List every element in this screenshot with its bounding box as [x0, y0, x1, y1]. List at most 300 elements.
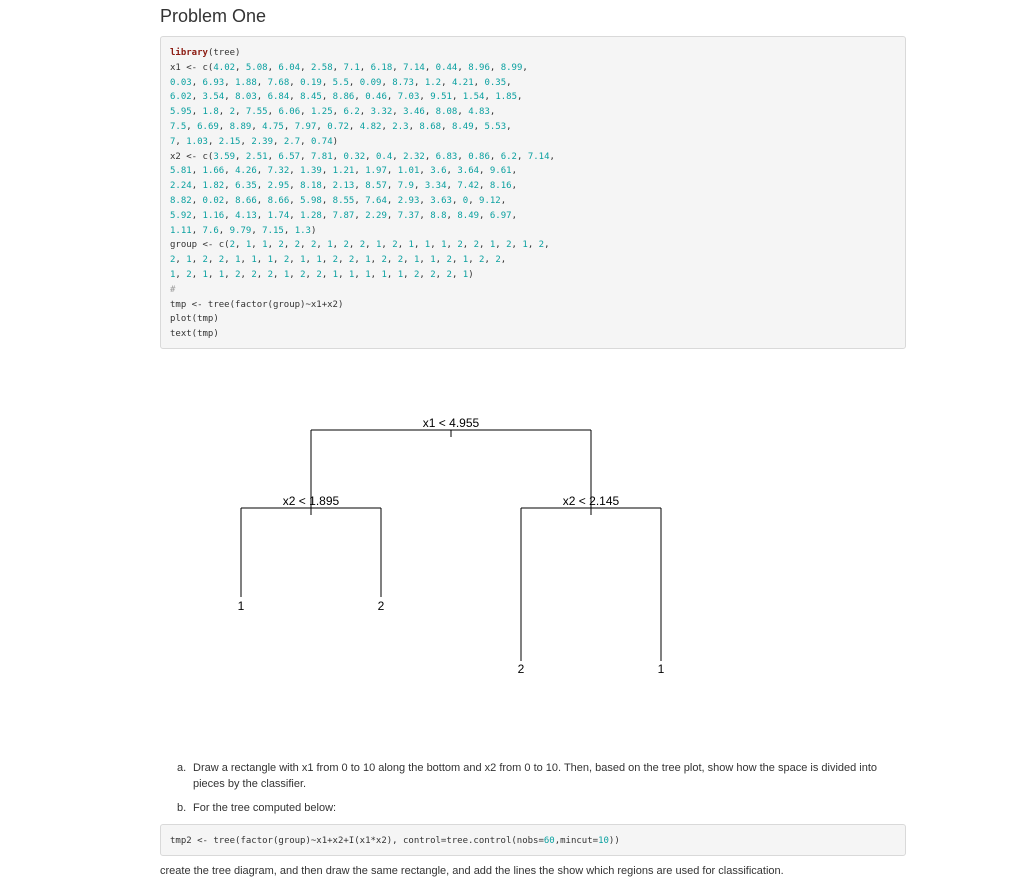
code-token: 1 — [489, 240, 496, 251]
code-token: , — [235, 62, 246, 73]
code-token: text(tmp) — [170, 329, 219, 340]
code-token: , — [386, 255, 398, 266]
code-token: 1.88 — [235, 77, 257, 88]
code-token: 1 — [424, 240, 431, 251]
code-token: 1 — [462, 269, 469, 280]
code-token: , — [338, 255, 349, 266]
code-token: , — [207, 255, 219, 266]
code-token: 2 — [186, 269, 192, 280]
code-token: , — [251, 240, 263, 251]
code-token: 3.54 — [202, 92, 225, 103]
code-token: 0.86 — [468, 151, 490, 162]
code-token: , — [224, 195, 236, 206]
code-token: 1 — [408, 240, 414, 251]
code-token: 2 — [397, 255, 404, 266]
code-token: 2.51 — [245, 151, 268, 162]
code-token: 1 — [251, 255, 257, 266]
code-token: # — [170, 284, 176, 295]
code-token: 2 — [332, 255, 339, 266]
code-token: , — [359, 107, 371, 118]
code-token: 1.01 — [397, 166, 420, 177]
code-token: , — [457, 62, 469, 73]
code-token: 0.46 — [365, 92, 387, 103]
code-token: 6.84 — [267, 92, 290, 103]
code-token: 2 — [457, 240, 463, 251]
code-token: 1.8 — [202, 107, 219, 118]
code-token: 1.25 — [310, 107, 333, 118]
code-token: 7.32 — [267, 166, 290, 177]
code-token: , — [441, 121, 452, 132]
question-a-marker: a. — [177, 762, 187, 774]
code-token: group <- c( — [170, 240, 230, 251]
code-token: , — [403, 255, 414, 266]
question-a-text: Draw a rectangle with x1 from 0 to 10 along the bottom and x2 from 0 to 10. Then, based on the tree plot, show how the space is divided into pieces by the classifier. — [193, 762, 878, 790]
code-token: 2 — [283, 255, 290, 266]
code-token: 6.69 — [197, 121, 219, 132]
code-token: 7.15 — [262, 225, 284, 236]
code-token: , — [500, 195, 507, 206]
code-token: , — [224, 269, 236, 280]
code-token: 7.42 — [457, 181, 480, 192]
code-token: , — [511, 181, 517, 192]
code-token: , — [289, 77, 301, 88]
code-token: 8.66 — [235, 195, 257, 206]
code-token: 6.2 — [343, 107, 360, 118]
code-token: , — [218, 225, 230, 236]
code-token: 2.3 — [392, 121, 409, 132]
question-b-marker: b. — [177, 802, 187, 814]
code-token: , — [511, 166, 517, 177]
code-token: , — [273, 136, 284, 147]
code-token: , — [354, 181, 366, 192]
code-token: , — [446, 181, 458, 192]
code-token: , — [451, 269, 463, 280]
code-token: 2 — [446, 255, 452, 266]
code-token: , — [267, 151, 279, 162]
code-token: 5.53 — [484, 121, 507, 132]
code-line — [170, 90, 896, 105]
code-token: 6.35 — [235, 181, 257, 192]
code-token: , — [511, 210, 517, 221]
code-token: , — [218, 121, 230, 132]
code-token: 6.93 — [202, 77, 225, 88]
code-token: 2 — [235, 269, 241, 280]
code-line — [170, 120, 896, 135]
code-token: library — [170, 48, 208, 58]
code-block-tmp2 — [160, 824, 906, 856]
code-token: 7 — [170, 136, 176, 147]
code-token: , — [386, 210, 398, 221]
code-token: 3.34 — [424, 181, 447, 192]
code-token: , — [348, 77, 360, 88]
code-token: 7.81 — [310, 151, 333, 162]
code-token: , — [457, 151, 469, 162]
code-token: , — [365, 151, 377, 162]
code-block-main — [160, 36, 906, 349]
tree-split-label: x2 < 2.145 — [562, 494, 620, 508]
code-token: ) — [332, 136, 339, 147]
code-token: 2 — [479, 255, 485, 266]
code-token: 1 — [332, 269, 339, 280]
code-token: 5.95 — [170, 107, 192, 118]
code-token: 2.93 — [397, 195, 420, 206]
code-token: 1 — [202, 269, 208, 280]
code-token: , — [289, 92, 301, 103]
code-token: , — [359, 62, 371, 73]
code-token: , — [289, 210, 301, 221]
code-token: , — [300, 136, 311, 147]
code-token: 6.04 — [278, 62, 301, 73]
code-token: ) — [468, 269, 474, 280]
code-token: , — [256, 166, 268, 177]
code-token: , — [365, 240, 376, 251]
code-token: 3.6 — [430, 166, 447, 177]
code-token: 1 — [170, 269, 176, 280]
code-token: 4.83 — [468, 107, 490, 118]
code-token: , — [256, 195, 268, 206]
code-token: 0.09 — [359, 77, 382, 88]
code-line — [170, 164, 896, 179]
code-token: , — [527, 240, 539, 251]
code-token: , — [175, 136, 187, 147]
code-token: , — [354, 255, 366, 266]
code-token: 2.7 — [283, 136, 301, 147]
code-token: , — [251, 121, 263, 132]
code-token: , — [386, 166, 398, 177]
code-token: 9.79 — [229, 225, 252, 236]
code-token: , — [413, 181, 425, 192]
code-token: 4.26 — [235, 166, 257, 177]
code-token: 1 — [522, 240, 528, 251]
code-token: 7.87 — [332, 210, 355, 221]
code-token: , — [283, 240, 295, 251]
code-token: , — [522, 62, 528, 73]
code-token: 7.03 — [397, 92, 420, 103]
code-token: 1 — [300, 255, 306, 266]
code-token: , — [511, 240, 523, 251]
code-token: , — [332, 107, 344, 118]
code-token: 6.02 — [170, 92, 192, 103]
code-token: 4.02 — [213, 62, 236, 73]
code-token: , — [191, 255, 203, 266]
code-token: , — [305, 269, 317, 280]
code-token: , — [289, 181, 301, 192]
code-token: 1.54 — [462, 92, 485, 103]
code-token: , — [479, 181, 490, 192]
code-line — [170, 224, 896, 239]
code-token: 1 — [397, 269, 404, 280]
closing-text: create the tree diagram, and then draw the same rectangle, and add the lines the show which regions are used for classification. — [160, 865, 784, 877]
code-token: 2.15 — [218, 136, 241, 147]
code-token: 1.3 — [294, 225, 311, 236]
tree-leaf-label: 2 — [377, 599, 385, 613]
code-token: , — [457, 107, 469, 118]
code-token: 1 — [365, 269, 371, 280]
code-token: 2 — [430, 269, 436, 280]
code-token: , — [175, 255, 187, 266]
code-token: tmp2 <- tree(factor(group)~x1+x2+I(x1*x2), control=tree.control(nobs= — [170, 836, 544, 846]
code-token: , — [435, 255, 447, 266]
code-token: 1 — [283, 269, 290, 280]
code-token: 1.28 — [300, 210, 322, 221]
code-token: 1.16 — [202, 210, 225, 221]
code-token: , — [191, 107, 203, 118]
code-token: , — [191, 166, 203, 177]
code-line — [170, 61, 896, 76]
code-token: 2 — [251, 269, 257, 280]
code-token: , — [316, 240, 328, 251]
code-line — [170, 76, 896, 91]
code-token: , — [403, 269, 414, 280]
code-line — [170, 179, 896, 194]
code-token: , — [468, 195, 480, 206]
code-token: , — [207, 269, 219, 280]
code-token: , — [381, 77, 393, 88]
code-token: 7.1 — [343, 62, 360, 73]
code-token: , — [386, 195, 398, 206]
code-token: , — [256, 92, 268, 103]
code-token: , — [273, 255, 284, 266]
code-token: , — [267, 240, 279, 251]
code-token: , — [446, 210, 458, 221]
code-token: , — [354, 92, 366, 103]
code-token: 2 — [392, 240, 398, 251]
code-token: , — [484, 92, 496, 103]
code-token: 1 — [441, 240, 447, 251]
code-token: 1.11 — [170, 225, 192, 236]
code-token: 2 — [229, 240, 236, 251]
code-token: , — [256, 269, 268, 280]
code-token: 9.61 — [489, 166, 512, 177]
code-token: , — [370, 269, 382, 280]
tree-leaf-label: 1 — [237, 599, 245, 613]
code-token: 9.12 — [479, 195, 501, 206]
code-token: , — [224, 181, 236, 192]
code-token: 1.74 — [267, 210, 290, 221]
code-token: , — [256, 255, 268, 266]
code-token: 0.02 — [202, 195, 225, 206]
page-title: Problem One — [160, 6, 267, 26]
code-token: , — [473, 121, 485, 132]
code-token: 2.58 — [310, 62, 333, 73]
code-token: 8.8 — [430, 210, 447, 221]
question-b-text: For the tree computed below: — [193, 802, 337, 814]
code-token: , — [191, 77, 203, 88]
code-token: 8.96 — [468, 62, 490, 73]
code-token: , — [354, 195, 366, 206]
code-token: , — [479, 166, 490, 177]
code-token: , — [316, 121, 328, 132]
code-token: 1 — [365, 255, 371, 266]
code-token: 2 — [348, 255, 355, 266]
code-line — [170, 150, 896, 165]
code-token: , — [441, 77, 452, 88]
code-token: , — [479, 210, 490, 221]
code-token: 0.35 — [484, 77, 507, 88]
code-token: , — [451, 195, 463, 206]
code-token: 8.57 — [365, 181, 387, 192]
code-token: 2 — [202, 255, 208, 266]
code-token: 1 — [327, 240, 333, 251]
code-token: 8.89 — [229, 121, 252, 132]
code-token: , — [218, 107, 230, 118]
code-token: 6.18 — [370, 62, 393, 73]
tree-split-label: x1 < 4.955 — [422, 416, 480, 430]
code-token: 8.49 — [451, 121, 474, 132]
code-token: 7.14 — [527, 151, 550, 162]
code-token: , — [224, 92, 236, 103]
code-token: 1 — [235, 255, 241, 266]
code-token: 2 — [343, 240, 349, 251]
code-token: , — [348, 121, 360, 132]
code-token: 1 — [348, 269, 355, 280]
code-token: 1 — [316, 255, 322, 266]
code-token: 7.68 — [267, 77, 290, 88]
code-token: 1 — [218, 269, 225, 280]
code-token: 2 — [310, 240, 317, 251]
code-token: 2.13 — [332, 181, 355, 192]
code-token: , — [348, 240, 360, 251]
code-token: , — [381, 240, 393, 251]
code-token: ) — [310, 225, 317, 236]
code-token: , — [544, 240, 550, 251]
code-token: 8.45 — [300, 92, 322, 103]
code-token: , — [251, 225, 263, 236]
code-token: , — [386, 92, 398, 103]
code-token: , — [473, 77, 485, 88]
code-token: , — [321, 181, 333, 192]
code-token: 1 — [462, 255, 469, 266]
code-token: 10 — [598, 836, 609, 846]
code-line — [170, 253, 896, 268]
code-token: , — [191, 269, 203, 280]
code-token: 2 — [446, 269, 452, 280]
code-token: 1 — [245, 240, 252, 251]
code-token: , — [256, 77, 268, 88]
code-token: 8.03 — [235, 92, 257, 103]
code-token: 8.66 — [267, 195, 290, 206]
code-token: , — [424, 151, 436, 162]
code-token: , — [386, 181, 398, 192]
code-token: 1 — [376, 240, 382, 251]
code-token: , — [240, 136, 252, 147]
code-token: , — [489, 107, 496, 118]
code-token: , — [224, 166, 236, 177]
code-token: , — [370, 255, 382, 266]
code-token: 2 — [316, 269, 322, 280]
code-token: , — [516, 151, 528, 162]
code-token: , — [240, 269, 252, 280]
code-token: 0.4 — [376, 151, 393, 162]
code-token: , — [419, 269, 431, 280]
code-token: 1 — [267, 255, 274, 266]
code-token: 2 — [473, 240, 480, 251]
code-line — [170, 283, 896, 298]
code-token: 0.03 — [170, 77, 192, 88]
code-token: 1.03 — [186, 136, 208, 147]
code-token: , — [549, 151, 555, 162]
code-token: , — [321, 255, 333, 266]
code-token: 7.97 — [294, 121, 317, 132]
code-token: 5.81 — [170, 166, 192, 177]
code-token: , — [419, 255, 431, 266]
code-token: , — [386, 269, 398, 280]
code-token: 8.18 — [300, 181, 322, 192]
code-token: , — [300, 240, 311, 251]
code-token: , — [397, 240, 409, 251]
code-token: , — [300, 151, 311, 162]
code-token: , — [321, 269, 333, 280]
code-token: , — [191, 210, 203, 221]
code-token: 3.63 — [430, 195, 452, 206]
code-token: 1.2 — [424, 77, 442, 88]
code-token: , — [321, 77, 333, 88]
code-token: 2 — [359, 240, 366, 251]
code-token: 0 — [462, 195, 469, 206]
code-token: , — [283, 121, 295, 132]
code-token: , — [191, 92, 203, 103]
code-token: 2 — [381, 255, 387, 266]
code-token: , — [446, 240, 458, 251]
code-token: 1 — [430, 255, 436, 266]
code-token: , — [300, 107, 311, 118]
code-token: , — [381, 121, 393, 132]
code-token: 0.44 — [435, 62, 458, 73]
code-token: 2.39 — [251, 136, 274, 147]
code-token: 7.9 — [397, 181, 414, 192]
code-token: , — [500, 255, 507, 266]
code-token: , — [392, 62, 404, 73]
code-token: 7.37 — [397, 210, 420, 221]
tree-split-label: x2 < 1.895 — [282, 494, 340, 508]
code-token: 0.72 — [327, 121, 349, 132]
code-token: , — [354, 210, 366, 221]
code-token: 4.82 — [359, 121, 382, 132]
code-token: , — [451, 92, 463, 103]
code-token: 7.14 — [403, 62, 425, 73]
code-token: 2 — [267, 269, 274, 280]
code-token: , — [321, 92, 333, 103]
code-token: , — [392, 151, 404, 162]
code-token: x1 <- c( — [170, 62, 214, 73]
code-token: 0.32 — [343, 151, 366, 162]
code-token: , — [354, 269, 366, 280]
code-token: , — [289, 195, 301, 206]
code-token: , — [289, 166, 301, 177]
code-token: , — [332, 151, 344, 162]
code-token: , — [267, 62, 279, 73]
code-token: 6.57 — [278, 151, 301, 162]
code-token: , — [191, 225, 203, 236]
code-token: 2.24 — [170, 181, 192, 192]
code-token: , — [332, 240, 344, 251]
code-token: 3.64 — [457, 166, 480, 177]
code-token: , — [224, 77, 236, 88]
question-a — [177, 760, 897, 792]
code-token: , — [430, 240, 442, 251]
code-token: , — [240, 255, 252, 266]
tree-leaf-label: 2 — [517, 662, 525, 676]
code-token: , — [408, 121, 420, 132]
code-token: 3.59 — [213, 151, 236, 162]
code-token: , — [489, 62, 501, 73]
code-line — [170, 268, 896, 283]
code-token: , — [413, 240, 425, 251]
code-token: , — [224, 210, 236, 221]
code-token: 8.73 — [392, 77, 414, 88]
code-token: , — [517, 92, 523, 103]
code-token: , — [413, 77, 425, 88]
